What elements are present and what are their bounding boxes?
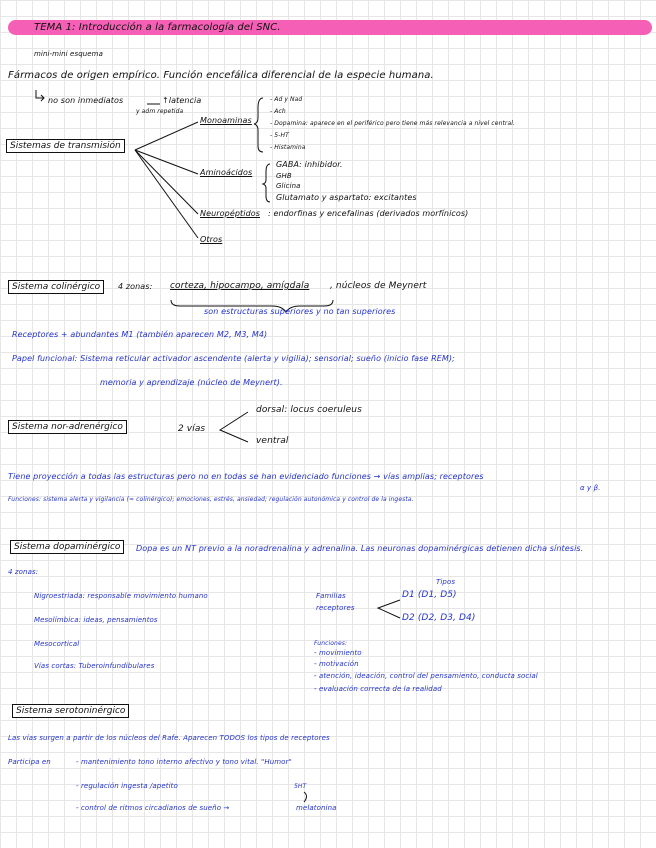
funciones-line: Funciones: sistema alerta y vigilancia (≈ colinérgico); emociones, estrés, ansiedad; regulación autonómica y control de la ingesta. xyxy=(8,496,414,503)
sero-line-1: Las vías surgen a partir de los núcleos del Rafe. Aparecen TODOS los tipos de receptores xyxy=(8,734,330,742)
list-item: Glicina xyxy=(276,182,301,190)
latencia-note: ↑latencia xyxy=(162,96,202,105)
alfa-beta: α y β. xyxy=(580,484,601,492)
vias-label: 2 vías xyxy=(178,424,206,434)
brace-note: son estructuras superiores y no tan superiores xyxy=(204,307,396,316)
list-item: Mesolímbica: ideas, pensamientos xyxy=(34,616,158,624)
dopa-funciones-label: Funciones: xyxy=(314,640,348,647)
list-item: - Histamina xyxy=(270,144,306,151)
label-monoaminas: Monoaminas xyxy=(200,116,252,125)
subtitle: mini-mini esquema xyxy=(34,50,103,58)
dopa-desc: Dopa es un NT previo a la noradrenalina y adrenalina. Las neuronas dopaminérgicas detienen dicha síntesis. xyxy=(136,544,584,553)
tipos-label: Tipos xyxy=(436,578,456,586)
intro-line: Fármacos de origen empírico. Función encefálica diferencial de la especie humana. xyxy=(8,70,434,81)
zonas-list: corteza, hipocampo, amígdala xyxy=(170,281,310,291)
label-otros: Otros xyxy=(200,235,223,244)
fiveht-note: 5HT xyxy=(294,783,307,790)
dopa-zonas-label: 4 zonas: xyxy=(8,568,39,576)
papel-line-1: Papel funcional: Sistema reticular activador ascendente (alerta y vigilia); sensorial; sueño (inicio fase REM); xyxy=(12,354,455,363)
zonas-extra: , núcleos de Meynert xyxy=(330,281,427,291)
d2-family: D2 (D2, D3, D4) xyxy=(402,613,476,623)
list-item: - atención, ideación, control del pensamiento, conducta social xyxy=(314,672,538,680)
list-item: Vías cortas: Tuberoinfundibulares xyxy=(34,662,155,670)
list-item: - 5-HT xyxy=(270,132,289,139)
list-item: - mantenimiento tono interno afectivo y tono vital. "Humor" xyxy=(76,758,292,766)
via-dorsal: dorsal: locus coeruleus xyxy=(256,405,362,415)
list-item: - movimiento xyxy=(314,649,362,657)
section-box-transmision: Sistemas de transmisión xyxy=(6,139,125,153)
adm-note: y adm repetida xyxy=(136,108,184,115)
list-item: - control de ritmos circadianos de sueño → xyxy=(76,804,230,812)
section-box-dopaminergico: Sistema dopaminérgico xyxy=(10,540,124,554)
list-item: Glutamato y aspartato: excitantes xyxy=(276,193,417,202)
list-item: - Ach xyxy=(270,108,286,115)
section-box-colinergico: Sistema colinérgico xyxy=(8,280,104,294)
page-title: TEMA 1: Introducción a la farmacología del SNC. xyxy=(34,22,281,33)
list-item: Mesocortical xyxy=(34,640,80,648)
list-item: - Dopamina: aparece en el periférico pero tiene más relevancia a nivel central. xyxy=(270,120,516,127)
via-ventral: ventral xyxy=(256,436,289,446)
intro-note: no son inmediatos xyxy=(48,96,124,105)
list-item: GABA: inhibidor. xyxy=(276,160,343,169)
section-box-noradrenergico: Sistema nor-adrenérgico xyxy=(8,420,127,434)
list-item: - regulación ingesta /apetito xyxy=(76,782,178,790)
neuropeptidos-text: : endorfinas y encefalinas (derivados morfínicos) xyxy=(268,209,469,218)
list-item: - motivación xyxy=(314,660,359,668)
participa-label: Participa en xyxy=(8,758,51,766)
list-item: - Ad y Nad xyxy=(270,96,303,103)
label-neuropeptidos: Neuropéptidos xyxy=(200,209,261,218)
zonas-label: 4 zonas: xyxy=(118,282,153,291)
familias-label: Familias xyxy=(316,592,346,600)
d1-family: D1 (D1, D5) xyxy=(402,590,457,600)
list-item: - evaluación correcta de la realidad xyxy=(314,685,442,693)
melatonina-note: melatonina xyxy=(296,804,337,812)
receptores-line: Receptores + abundantes M1 (también aparecen M2, M3, M4) xyxy=(12,330,268,339)
section-box-serotoninergico: Sistema serotoninérgico xyxy=(12,704,129,718)
papel-line-2: memoria y aprendizaje (núcleo de Meynert). xyxy=(100,378,283,387)
label-aminoacidos: Aminoácidos xyxy=(200,168,253,177)
proyeccion-line: Tiene proyección a todas las estructuras pero no en todas se han evidenciado funciones → vías amplias; receptores xyxy=(8,472,484,481)
list-item: GHB xyxy=(276,172,292,180)
list-item: Nigroestriada: responsable movimiento humano xyxy=(34,592,208,600)
receptores-label: receptores xyxy=(316,604,355,612)
